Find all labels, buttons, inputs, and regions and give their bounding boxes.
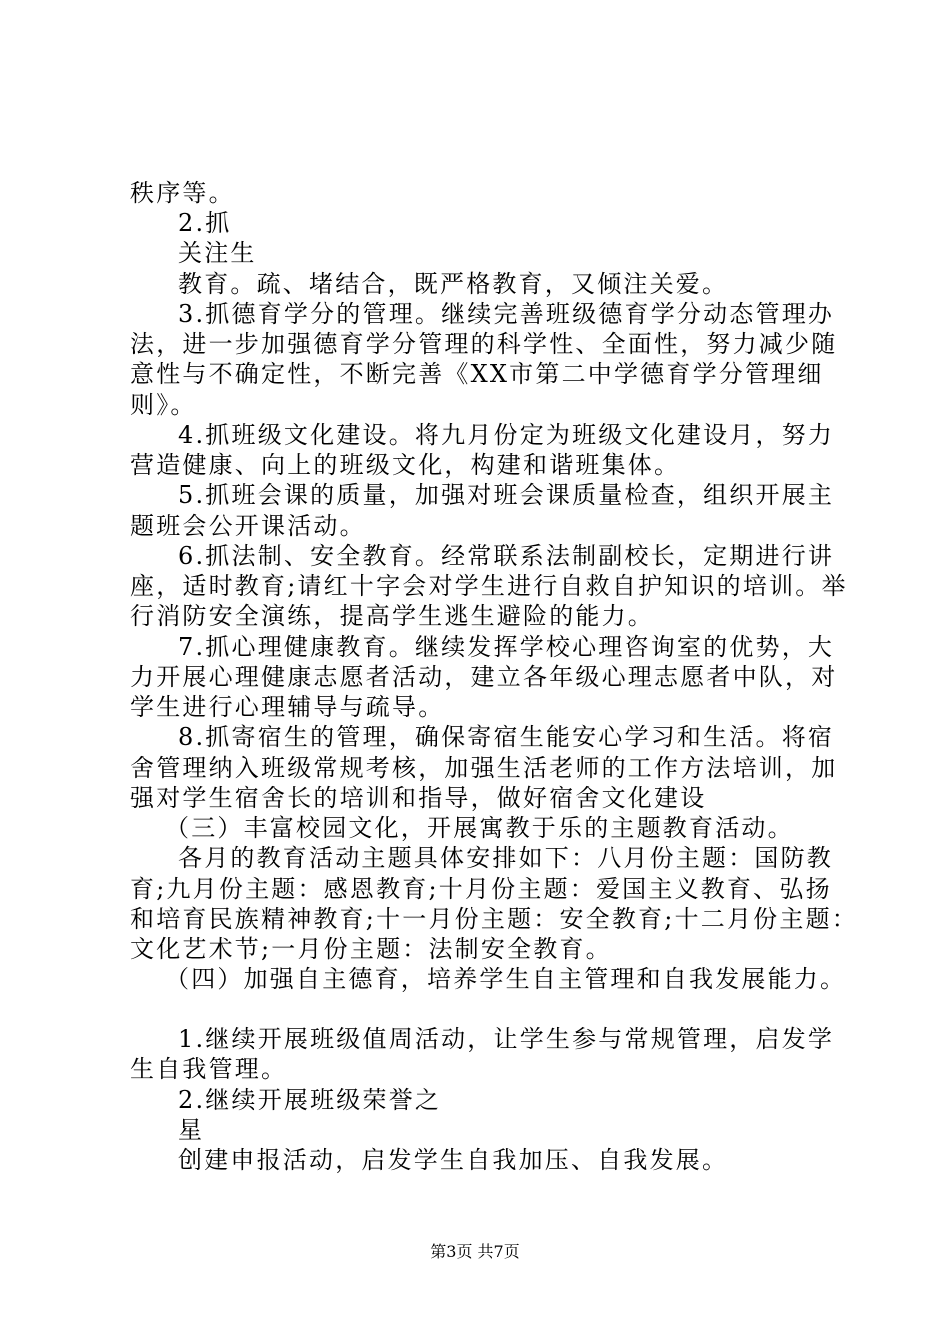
text-line: （四）加强自主德育，培养学生自主管理和自我发展能力。 <box>165 965 847 993</box>
text-line: 2.抓 <box>178 209 232 237</box>
text-line: 星 <box>178 1116 205 1144</box>
text-line: 则》。 <box>130 391 197 419</box>
text-line: 4.抓班级文化建设。将九月份定为班级文化建设月，努力 <box>178 421 835 449</box>
text-line: 3.抓德育学分的管理。继续完善班级德育学分动态管理办 <box>178 300 835 328</box>
text-line: 营造健康、向上的班级文化，构建和谐班集体。 <box>130 451 681 479</box>
text-line: 育;九月份主题：感恩教育;十月份主题：爱国主义教育、弘扬 <box>130 875 832 903</box>
text-line: （三）丰富校园文化，开展寓教于乐的主题教育活动。 <box>165 814 794 842</box>
text-line: 座，适时教育;请红十字会对学生进行自救自护知识的培训。举 <box>130 572 848 600</box>
text-line: 行消防安全演练，提高学生逃生避险的能力。 <box>130 602 654 630</box>
text-line: 7.抓心理健康教育。继续发挥学校心理咨询室的优势，大 <box>178 633 835 661</box>
text-line: 2.继续开展班级荣誉之 <box>178 1086 442 1114</box>
page-footer: 第3页 共7页 <box>430 1242 520 1261</box>
text-line: 生自我管理。 <box>130 1055 288 1083</box>
text-line: 各月的教育活动主题具体安排如下：八月份主题：国防教 <box>178 844 833 872</box>
text-line: 关注生 <box>178 239 257 267</box>
text-line: 法，进一步加强德育学分管理的科学性、全面性，努力减少随 <box>130 330 838 358</box>
text-line: 6.抓法制、安全教育。经常联系法制副校长，定期进行讲 <box>178 542 835 570</box>
text-line: 文化艺术节;一月份主题：法制安全教育。 <box>130 935 612 963</box>
text-line: 创建申报活动，启发学生自我加压、自我发展。 <box>178 1146 729 1174</box>
text-line: 秩序等。 <box>130 179 235 207</box>
text-line: 和培育民族精神教育;十一月份主题：安全教育;十二月份主题： <box>130 905 858 933</box>
text-line: 8.抓寄宿生的管理，确保寄宿生能安心学习和生活。将宿 <box>178 723 835 751</box>
text-line: 1.继续开展班级值周活动，让学生参与常规管理，启发学 <box>178 1025 835 1053</box>
text-line: 教育。疏、堵结合，既严格教育，又倾注关爱。 <box>178 270 729 298</box>
text-line: 意性与不确定性，不断完善《XX市第二中学德育学分管理细 <box>130 360 824 388</box>
text-line: 强对学生宿舍长的培训和指导，做好宿舍文化建设 <box>130 784 707 812</box>
text-line: 舍管理纳入班级常规考核，加强生活老师的工作方法培训，加 <box>130 754 838 782</box>
text-line: 5.抓班会课的质量，加强对班会课质量检查，组织开展主 <box>178 481 835 509</box>
text-line: 题班会公开课活动。 <box>130 512 366 540</box>
text-line: 力开展心理健康志愿者活动，建立各年级心理志愿者中队，对 <box>130 663 838 691</box>
text-line: 学生进行心理辅导与疏导。 <box>130 693 445 721</box>
